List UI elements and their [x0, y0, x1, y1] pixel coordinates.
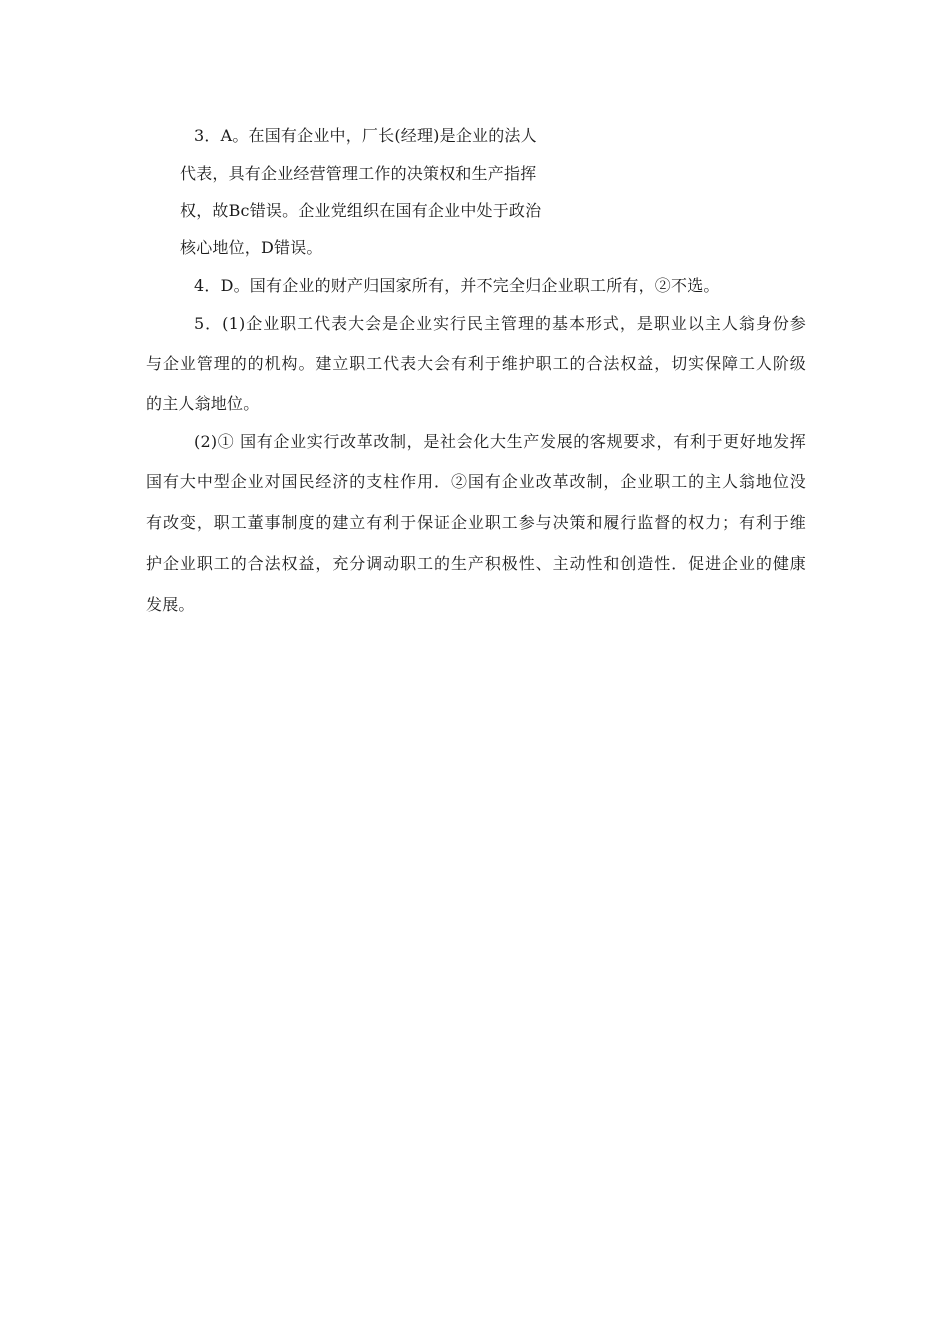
answer-5-2-line-3: 有改变，职工董事制度的建立有利于保证企业职工参与决策和履行监督的权力；有利于维 [146, 513, 806, 532]
answer-5-2-line-2: 国有大中型企业对国民经济的支柱作用．②国有企业改革改制，企业职工的主人翁地位没 [146, 472, 806, 491]
answer-5-1-line-3: 的主人翁地位。 [146, 394, 260, 413]
answer-3-line-3: 权，故Bc错误。企业党组织在国有企业中处于政治 [180, 201, 542, 220]
answer-5-2-line-4: 护企业职工的合法权益，充分调动职工的生产积极性、主动性和创造性．促进企业的健康 [146, 554, 806, 573]
answer-4-line-1: 4．D。国有企业的财产归国家所有，并不完全归企业职工所有，②不选。 [194, 276, 720, 295]
answer-5-2-line-1: (2)① 国有企业实行改革改制，是社会化大生产发展的客规要求，有利于更好地发挥 [194, 432, 806, 451]
answer-3-line-2: 代表，具有企业经营管理工作的决策权和生产指挥 [180, 164, 537, 183]
answer-5-1-line-2: 与企业管理的的机构。建立职工代表大会有利于维护职工的合法权益，切实保障工人阶级 [146, 354, 806, 373]
answer-5-2-line-5: 发展。 [146, 595, 195, 614]
answer-3-line-4: 核心地位，D错误。 [180, 238, 323, 257]
answer-5-1-line-1: 5．(1)企业职工代表大会是企业实行民主管理的基本形式，是职业以主人翁身份参 [194, 314, 806, 333]
answer-3-line-1: 3．A。在国有企业中，厂长(经理)是企业的法人 [194, 126, 537, 145]
